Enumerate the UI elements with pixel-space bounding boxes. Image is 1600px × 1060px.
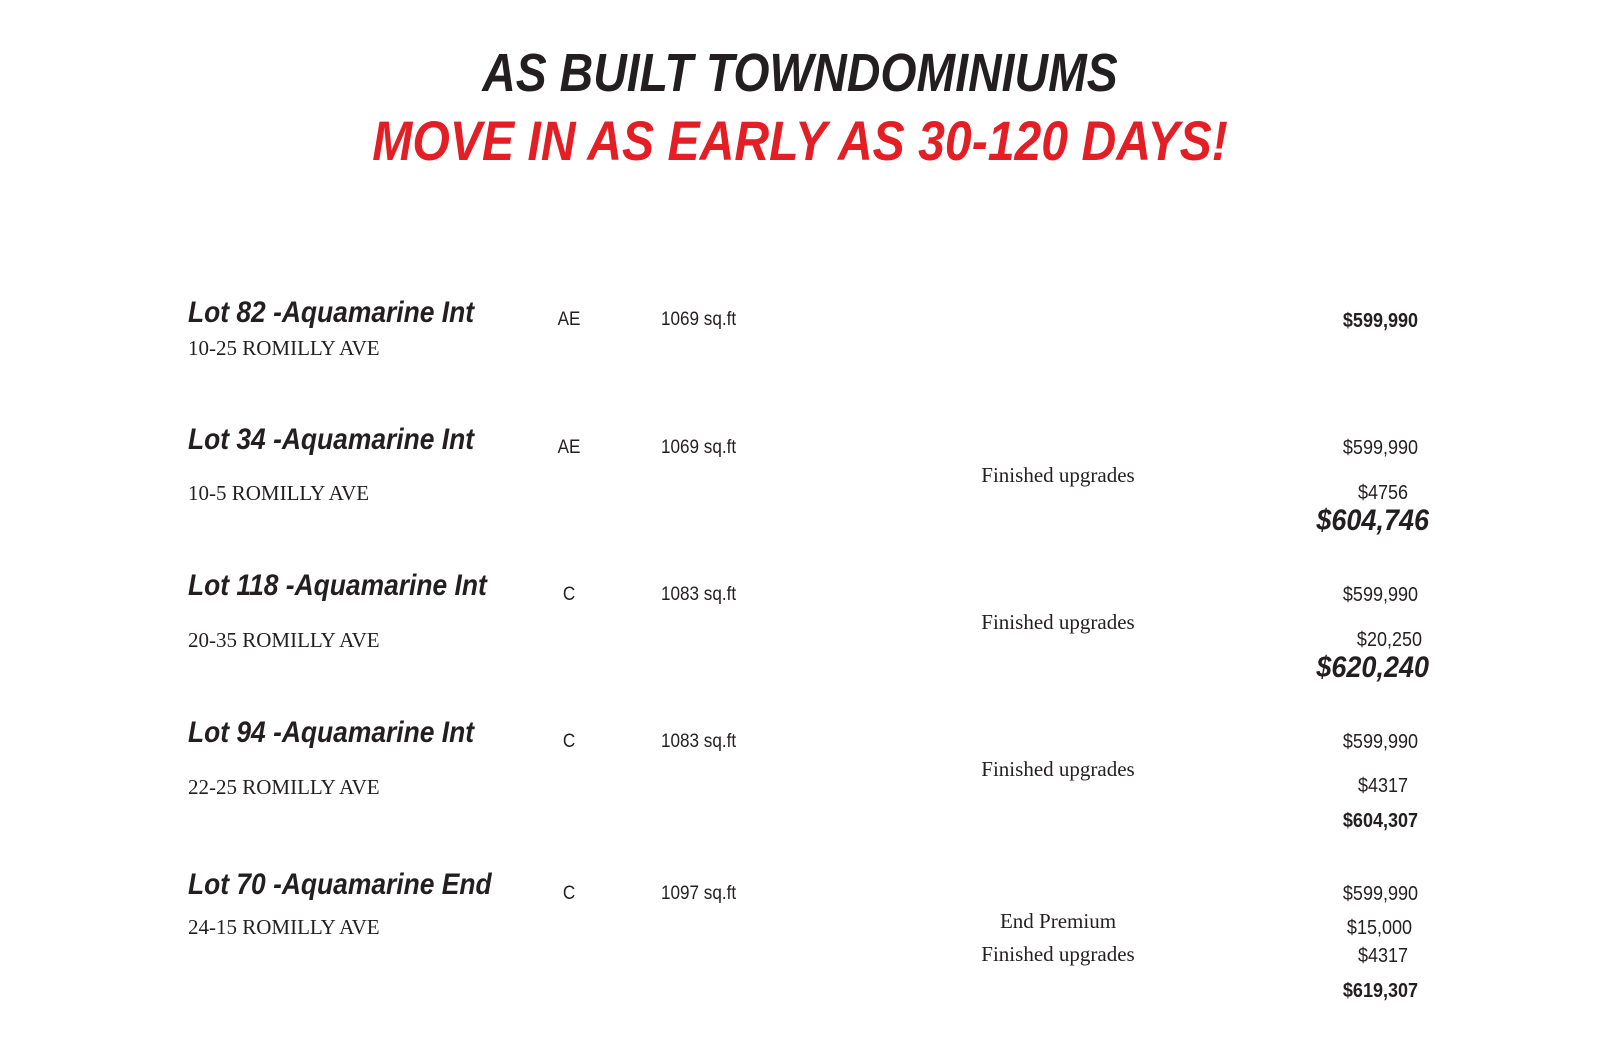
lot-elevation: AE bbox=[557, 309, 581, 330]
lot-name: Lot 70 -Aquamarine End bbox=[188, 868, 492, 901]
lot-elevation: AE bbox=[557, 437, 581, 458]
lot-sqft: 1069 sq.ft bbox=[661, 437, 737, 458]
lot-sqft: 1083 sq.ft bbox=[661, 584, 737, 605]
upgrade-price: $4317 bbox=[1357, 945, 1408, 967]
total-price: $604,746 bbox=[1316, 504, 1429, 537]
lot-sqft: 1069 sq.ft bbox=[661, 309, 737, 330]
lot-elevation: C bbox=[562, 883, 576, 904]
lot-address: 10-5 ROMILLY AVE bbox=[188, 481, 370, 505]
base-price: $599,990 bbox=[1342, 883, 1418, 905]
lot-elevation: C bbox=[562, 731, 576, 752]
upgrade-price: $20,250 bbox=[1356, 629, 1422, 651]
upgrade-label: Finished upgrades bbox=[981, 757, 1135, 781]
lot-price: $599,990 bbox=[1342, 310, 1418, 332]
lot-address: 20-35 ROMILLY AVE bbox=[188, 628, 380, 652]
lot-elevation: C bbox=[562, 584, 576, 605]
page-title: AS BUILT TOWNDOMINIUMS bbox=[482, 43, 1118, 103]
lot-sqft: 1097 sq.ft bbox=[661, 883, 737, 904]
base-price: $599,990 bbox=[1342, 437, 1418, 459]
upgrade-label: Finished upgrades bbox=[981, 942, 1135, 966]
base-price: $599,990 bbox=[1342, 731, 1418, 753]
premium-price: $15,000 bbox=[1346, 917, 1412, 939]
page-subtitle: MOVE IN AS EARLY AS 30-120 DAYS! bbox=[372, 109, 1228, 172]
total-price: $620,240 bbox=[1316, 651, 1429, 684]
lot-name: Lot 94 -Aquamarine Int bbox=[188, 716, 475, 749]
upgrade-price: $4317 bbox=[1357, 775, 1408, 797]
total-price: $619,307 bbox=[1342, 980, 1418, 1002]
lot-name: Lot 118 -Aquamarine Int bbox=[188, 569, 487, 602]
base-price: $599,990 bbox=[1342, 584, 1418, 606]
lot-name: Lot 82 -Aquamarine Int bbox=[188, 296, 475, 329]
lot-address: 24-15 ROMILLY AVE bbox=[188, 915, 380, 939]
total-price: $604,307 bbox=[1342, 810, 1418, 832]
upgrade-label: Finished upgrades bbox=[981, 610, 1135, 634]
lot-address: 10-25 ROMILLY AVE bbox=[188, 336, 380, 360]
upgrade-price: $4756 bbox=[1357, 482, 1408, 504]
premium-label: End Premium bbox=[999, 909, 1117, 933]
upgrade-label: Finished upgrades bbox=[981, 463, 1135, 487]
lot-name: Lot 34 -Aquamarine Int bbox=[188, 423, 475, 456]
lot-address: 22-25 ROMILLY AVE bbox=[188, 775, 380, 799]
lot-sqft: 1083 sq.ft bbox=[661, 731, 737, 752]
